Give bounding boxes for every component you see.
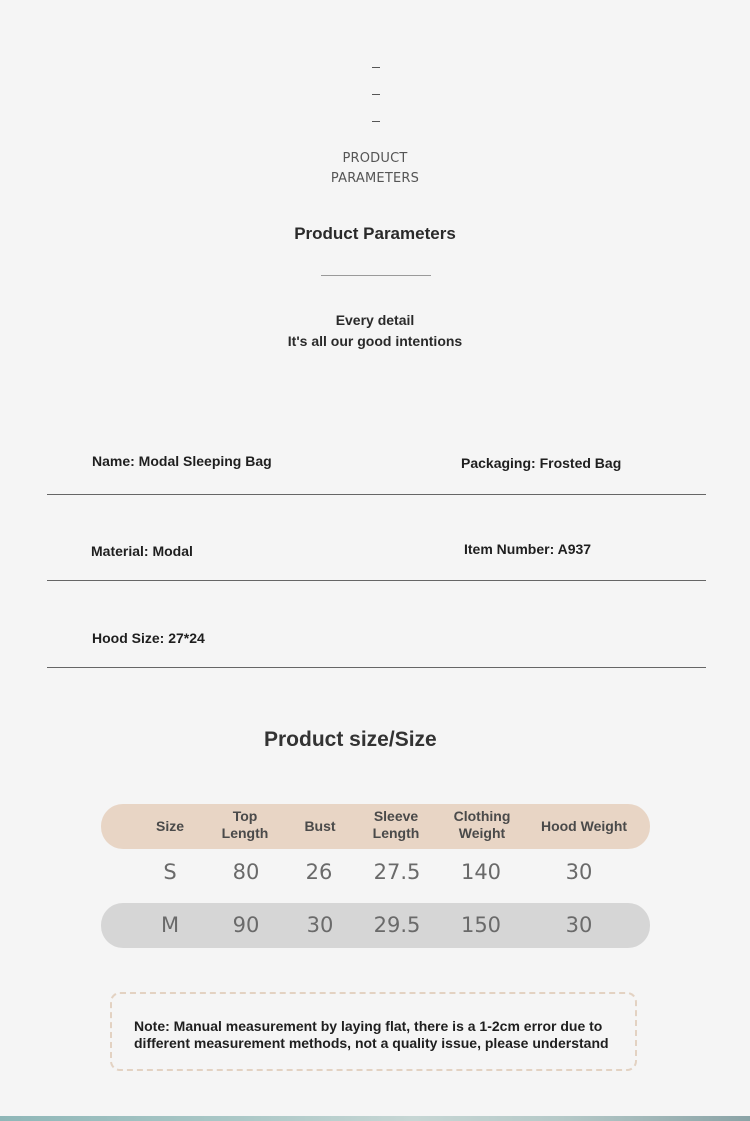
- cell-top-length: 80: [232, 860, 260, 884]
- cell-size: M: [160, 913, 180, 937]
- cell-clothing-weight: 140: [460, 860, 502, 884]
- header-clothing-weight: [454, 808, 511, 842]
- brand-line-product: PRODUCT: [342, 151, 408, 166]
- cell-clothing-weight: 150: [460, 913, 502, 937]
- brand-line-parameters: PARAMETERS: [330, 171, 420, 186]
- header-top-length: [222, 808, 269, 842]
- cell-sleeve-length: 27.5: [373, 860, 421, 884]
- decor-dash: [372, 67, 380, 68]
- cell-hood-weight: 30: [565, 860, 593, 884]
- header-clothing-weight-line2: Weight: [458, 825, 506, 841]
- param-item-number: Item Number: A937: [464, 541, 592, 557]
- size-section-title: Product size/Size: [264, 728, 437, 751]
- header-bust: Bust: [304, 818, 336, 834]
- tagline-line-1: Every detail: [335, 312, 415, 328]
- param-divider: [47, 667, 706, 668]
- header-size: Size: [155, 818, 185, 834]
- cell-size: S: [163, 860, 177, 884]
- header-clothing-weight-line1: Clothing: [453, 808, 511, 824]
- param-material: Material: Modal: [91, 543, 193, 559]
- note-text: [134, 1018, 624, 1052]
- cell-top-length: 90: [232, 913, 260, 937]
- cell-bust: 30: [306, 913, 334, 937]
- param-packaging: Packaging: Frosted Bag: [461, 455, 622, 471]
- header-sleeve-length-line2: Length: [372, 825, 420, 841]
- table-row: [101, 903, 650, 948]
- title-divider: [321, 275, 431, 276]
- header-sleeve-length-line1: Sleeve: [373, 808, 419, 824]
- header-top-length-line2: Length: [221, 825, 269, 841]
- note-line-1: Note: Manual measurement by laying flat, there is a 1-2cm error due to: [134, 1018, 603, 1034]
- decor-dash: [372, 94, 380, 95]
- param-hood-size: Hood Size: 27*24: [92, 630, 205, 646]
- cell-bust: 26: [305, 860, 333, 884]
- tagline-line-2: It's all our good intentions: [287, 333, 463, 349]
- header-hood-weight: Hood Weight: [540, 818, 628, 834]
- param-divider: [47, 580, 706, 581]
- table-row: [101, 850, 650, 895]
- page-title: Product Parameters: [294, 224, 456, 243]
- decor-dash: [372, 121, 380, 122]
- param-divider: [47, 494, 706, 495]
- header-sleeve-length: [373, 808, 420, 842]
- measurement-note: [110, 992, 637, 1071]
- size-table-header: [101, 804, 650, 849]
- param-name: Name: Modal Sleeping Bag: [92, 453, 272, 469]
- note-line-2: different measurement methods, not a quality issue, please understand: [134, 1035, 609, 1051]
- bottom-image-strip: [0, 1116, 750, 1121]
- cell-hood-weight: 30: [565, 913, 593, 937]
- header-top-length-line1: Top: [232, 808, 258, 824]
- cell-sleeve-length: 29.5: [373, 913, 421, 937]
